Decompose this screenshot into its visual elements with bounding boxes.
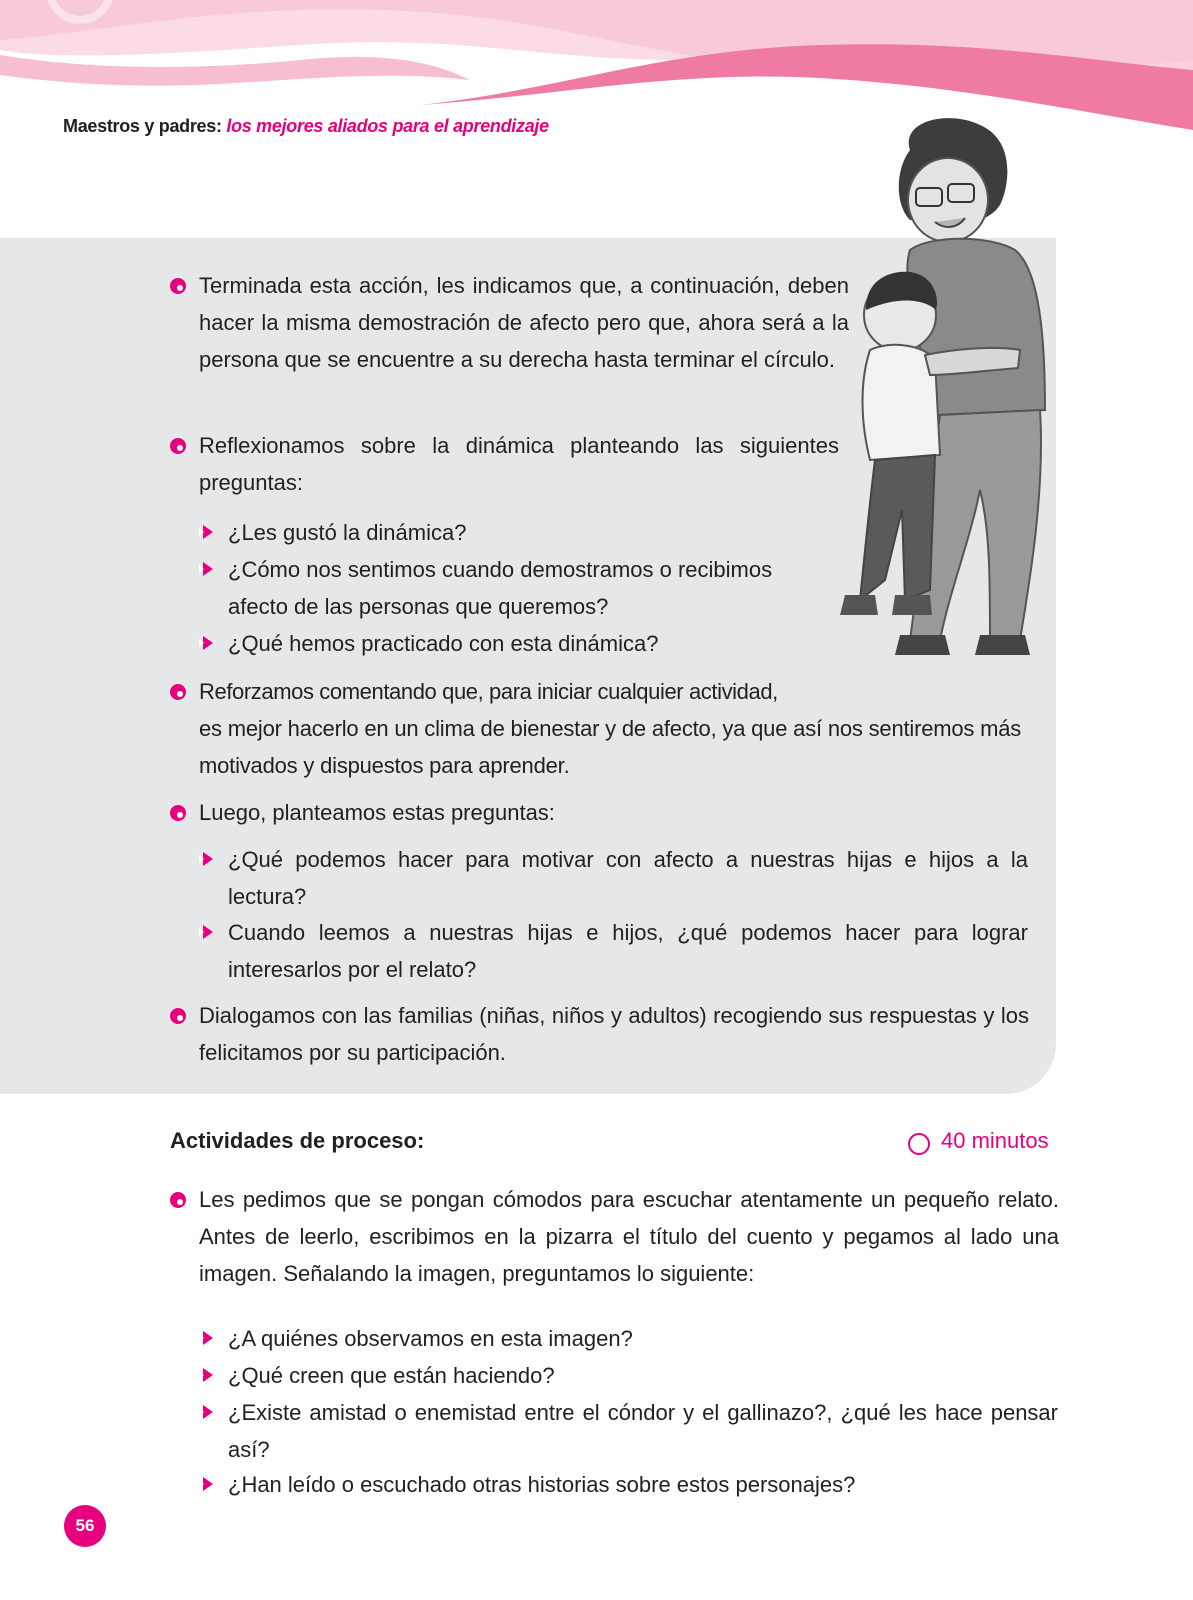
chevron-right-icon	[203, 1331, 213, 1345]
chevron-right-icon	[203, 1477, 213, 1491]
question-item: ¿Qué podemos hacer para motivar con afecto a nuestras hijas e hijos a la lectura?	[228, 847, 1028, 909]
page-number: 56	[64, 1505, 106, 1547]
activity-item-continuation: es mejor hacerlo en un clima de bienestar y de afecto, ya que así nos sentiremos más motivados y dispuestos para aprender.	[199, 716, 1022, 778]
chevron-right-icon	[203, 1368, 213, 1382]
chevron-right-icon	[203, 562, 213, 576]
bullet-icon	[170, 438, 186, 454]
bullet-icon	[170, 1008, 186, 1024]
bullet-icon	[170, 278, 186, 294]
chevron-right-icon	[203, 925, 213, 939]
clock-icon	[908, 1133, 930, 1155]
question-item: ¿A quiénes observamos en esta imagen?	[228, 1326, 633, 1351]
question-item: ¿Qué hemos practicado con esta dinámica?	[228, 631, 659, 656]
duration-label: 40 minutos	[941, 1128, 1049, 1153]
bullet-icon	[170, 1192, 186, 1208]
activity-item: Reflexionamos sobre la dinámica planteando las siguientes preguntas:	[199, 433, 839, 495]
header-lead: Maestros y padres:	[63, 116, 222, 136]
activity-item: Dialogamos con las familias (niñas, niños y adultos) recogiendo sus respuestas y los felicitamos por su participación.	[199, 1003, 1029, 1065]
activity-item: Terminada esta acción, les indicamos que, a continuación, deben hacer la misma demostración de afecto pero que, ahora será a la persona que se encuentre a su derecha hasta terminar el círculo.	[199, 273, 849, 372]
chevron-right-icon	[203, 852, 213, 866]
question-item: ¿Existe amistad o enemistad entre el cóndor y el gallinazo?, ¿qué les hace pensar así?	[228, 1400, 1058, 1462]
header-accent: los mejores aliados para el aprendizaje	[226, 116, 549, 136]
running-header	[63, 116, 549, 137]
chevron-right-icon	[203, 1405, 213, 1419]
question-item: ¿Cómo nos sentimos cuando demostramos o recibimos afecto de las personas que queremos?	[228, 557, 773, 619]
chevron-right-icon	[203, 525, 213, 539]
question-item: Cuando leemos a nuestras hijas e hijos, ¿qué podemos hacer para lograr interesarlos por el relato?	[228, 920, 1028, 982]
question-item: ¿Han leído o escuchado otras historias sobre estos personajes?	[228, 1472, 856, 1497]
activity-item: Luego, planteamos estas preguntas:	[199, 800, 555, 825]
activity-item-line: Reforzamos comentando que, para iniciar cualquier actividad,	[199, 679, 778, 704]
bullet-icon	[170, 805, 186, 821]
activity-item: Les pedimos que se pongan cómodos para escuchar atentamente un pequeño relato. Antes de leerlo, escribimos en la pizarra el título del cuento y pegamos al lado una imagen. Señalando la imagen, preguntamos lo siguiente:	[199, 1187, 1059, 1286]
bullet-icon	[170, 684, 186, 700]
chevron-right-icon	[203, 636, 213, 650]
question-item: ¿Les gustó la dinámica?	[228, 520, 467, 545]
section-title: Actividades de proceso:	[170, 1128, 425, 1153]
woman-hugging-child-illustration	[840, 110, 1080, 690]
question-item: ¿Qué creen que están haciendo?	[228, 1363, 555, 1388]
